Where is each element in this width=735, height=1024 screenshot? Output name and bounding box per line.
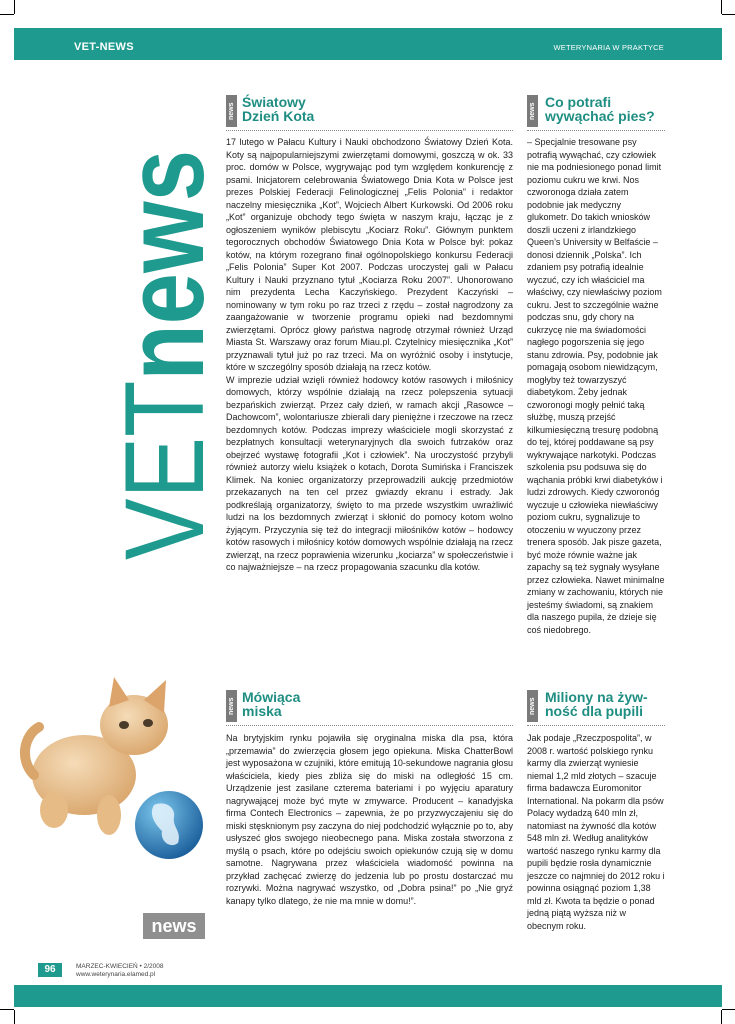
paragraph: Jak podaje „Rzeczpospolita”, w 2008 r. wartość polskiego rynku karmy dla zwierząt wyniesie niemal 1,2 mld złotych – szacuje firma badawcza Euromonitor International. Na pokarm dla psów Polacy wydadzą 640 mln zł, natomiast na żywność dla kotów 548 mln zł. Według analityków wartość naszego rynku karmy dla pupili będzie rosła dynamicznie jeszcze co najmniej do 2012 roku i powinna osiągnąć poziom 1,38 mld zł. Kwota ta będzie o ponad jedną piątą wyższa niż w obecnym roku.	[527, 733, 665, 931]
vertical-vetnews-title	[102, 100, 227, 565]
vertical-title-text: VETnews	[102, 100, 227, 560]
issue-label: MARZEC-KWIECIEŃ • 2/2008	[76, 963, 164, 970]
crop-mark	[722, 14, 735, 15]
article-body	[226, 732, 513, 947]
article-body	[527, 732, 665, 947]
website-link[interactable]: www.weterynaria.elamed.pl	[76, 971, 156, 978]
divider	[527, 725, 665, 726]
crop-mark	[14, 0, 15, 14]
article-title-line: Dzień Kota	[242, 108, 315, 124]
paragraph: Na brytyjskim rynku pojawiła się oryginalna miska dla psa, która „przemawia” do zwierzęcia głosem jego opiekuna. Miska ChatterBowl jest wyposażona w czujniki, które emitują 10-sekundowe nagrania głosu właściciela, kiedy pies zbliża się do miski na odległość 15 cm. Urządzenie jest zasilane czterema bateriami i po wyjęciu aparatury nagrywającej może być myte w zmywarce. Producent – kanadyjska firma Contech Electronics – zapewnia, że po przyzwyczajeniu się do miski stęsknionym psy zaczyna do niej podchodzić wyłącznie po to, aby usłyszeć głos swojego nieobecnego pana. Miska została stworzona z myślą o psach, które po odejściu swoich opiekunów czują się w domu samotne. Nagrywana przez właściciela wiadomość powinna na przykład zachęcać zwierzę do jedzenia lub po prostu dostarczać mu rozrywki. Można nagrywać wszystko, od „Dobra psina!” po „Nie gryź kanapy tylko dlatego, że nie ma mnie w domu!”.	[226, 733, 513, 906]
article-body	[226, 136, 513, 676]
divider	[226, 130, 513, 131]
article-title	[242, 95, 314, 123]
news-box-label: news	[143, 913, 205, 939]
crop-mark	[721, 1010, 722, 1024]
paragraph: 17 lutego w Pałacu Kultury i Nauki obchodzono Światowy Dzień Kota. Koty są najpopularniejszymi zwierzętami domowymi, goszczą w ok. 33 proc. domów w Polsce, wygrywając pod tym względem konkurencję z psami. Inicjatorem celebrowania Światowego Dnia Kota w Polsce jest prezes Polskiej Federacji Felinologicznej „Felis Polonia” i redaktor naczelny miesięcznika „Kot”, Wojciech Albert Kurkowski. Od 2006 roku „Kot” organizuje obchody tego święta w naszym kraju, łącząc je z ogłoszeniem wyników plebiscytu „Kociarz Roku”. Głównym punktem tegorocznych obchodów Światowego Dnia Kota w Polsce był: pokaz kotów, na którym rozegrano finał ogólnopolskiego konkursu Federacji „Felis Polonia” Super Kot 2007. Podczas uroczystej gali w Pałacu Kultury i Nauki przyznano tytuł „Kociarza Roku 2007”. Uhonorowano nim prezydenta Lecha Kaczyńskiego. Prezydent Kaczyński – nominowany w tym roku po raz trzeci z rzędu – został nagrodzony za zaangażowanie w tworzenie programu opieki nad bezdomnymi zwierzętami. Oprócz głowy państwa nagrodę otrzymał również Urząd Miasta St. Warszawy oraz forum Miau.pl. Czytelnicy miesięcznika „Kot” przyznawali tytuł już po raz trzeci. Ma on wyróżnić osoby i instytucje, które w szczególny sposób działają na rzecz kotów.	[226, 137, 513, 372]
kitten-leg-back	[40, 792, 68, 828]
article-title-line: Co potrafi	[545, 94, 612, 110]
crop-mark	[722, 1009, 735, 1010]
article-title	[545, 690, 648, 718]
article-title-line: Miliony na żyw-	[545, 689, 648, 705]
news-tag: news	[527, 690, 538, 722]
article-title-line: wywąchać pies?	[545, 108, 655, 124]
kitten-leg-front	[97, 795, 121, 835]
kitten-eye-right	[143, 719, 153, 727]
article-title-line: Mówiąca	[242, 689, 301, 705]
crop-mark	[0, 1009, 14, 1010]
article-title-line: Światowy	[242, 94, 306, 110]
header-bar	[14, 28, 722, 60]
article-title	[545, 95, 655, 123]
footer-bar	[14, 985, 722, 1007]
news-tag: news	[226, 95, 237, 127]
magazine-label: WETERYNARIA W PRAKTYCE	[553, 43, 664, 52]
crop-mark	[721, 0, 722, 14]
crop-mark	[0, 14, 14, 15]
news-tag: news	[527, 95, 538, 127]
article-title-line: miska	[242, 703, 282, 719]
article-title-line: ność dla pupili	[545, 703, 644, 719]
divider	[527, 130, 665, 131]
divider	[226, 725, 513, 726]
page-number: 96	[38, 963, 62, 977]
section-label: VET-NEWS	[74, 41, 134, 53]
kitten-globe-photo	[14, 655, 219, 870]
footer-info	[76, 963, 164, 979]
article-body	[527, 136, 665, 676]
crop-mark	[14, 1010, 15, 1024]
article-title	[242, 690, 300, 718]
news-tag: news	[226, 690, 237, 722]
paragraph: W imprezie udział wzięli również hodowcy kotów rasowych i miłośnicy domowych, którzy wspólnie działają na rzecz polepszenia sytuacji bezpańskich zwierząt. Przez cały dzień, w ramach akcji „Rasowce – Dachowcom”, wolontariusze zbierali dary pieniężne i rzeczowe na rzecz bezdomnych kotów. Podczas imprezy właściciele mogli skorzystać z bezpłatnych konsultacji weterynaryjnych dla swoich futrzaków oraz obejrzeć wystawę fotografii „Kot i człowiek”. Na uroczystość przybyli również autorzy wielu książek o kotach, Dorota Sumińska i Franciszek Klimek. Na koniec organizatorzy przeprowadzili aukcję przedmiotów przekazanych na ten cel przez gwiazdy ekranu i estrady. Jak podkreślają organizatorzy, święto to ma przede wszystkim uwrażliwić ludzi na los bezdomnych zwierząt i skłonić do pomocy kotom wolno żyjącym. Przyczynia się też do integracji miłośników kotów – hodowcy kotów rasowych i miłośnicy kotów domowych wspólnie działają na rzecz zwierząt, na rzecz poprawienia wizerunku „kociarza” w społeczeństwie i co najważniejsze – na rzecz propagowania szacunku dla kotów.	[226, 374, 513, 572]
paragraph: – Specjalnie tresowane psy potrafią wywąchać, czy człowiek nie ma podniesionego ponad limit poziomu cukru we krwi. Nos czworonoga działa zatem podobnie jak medyczny glukometr. Do takich wniosków doszli uczeni z irlandzkiego Queen’s University w Belfaście – donosi dziennik „Polska”. Ich zdaniem psy potrafią idealnie wyczuć, czy ich właściciel ma właściwy, czy niewłaściwy poziom cukru. Jest to szczególnie ważne podczas snu, gdy chory na cukrzycę nie ma świadomości nagłego pogorszenia się jego stanu zdrowia. Psy, podobnie jak pomagają osobom niewidzącym, mogłyby też towarzyszyć diabetykom. Żeby jednak czworonogi mogły pełnić taką służbę, muszą przejść kilkumiesięczną tresurę podobną do tej, której poddawane są psy wykrywające narkotyki. Podczas szkolenia psu podsuwa się do wąchania próbki krwi diabetyków i ludzi zdrowych. Kiedy czworonóg wyczuje u człowieka niewłaściwy poziom cukru, sygnalizuje to otoczeniu w wyuczony przez trenera sposób. Jak pisze gazeta, być może równie ważne jak zapachy są też sygnały wysyłane przez człowieka. Nawet minimalne zmiany w zachowaniu, których nie jesteśmy świadomi, są znakiem dla naszego pupila, że dzieje się coś niedobrego.	[527, 137, 665, 635]
kitten-eye-left	[119, 721, 129, 729]
